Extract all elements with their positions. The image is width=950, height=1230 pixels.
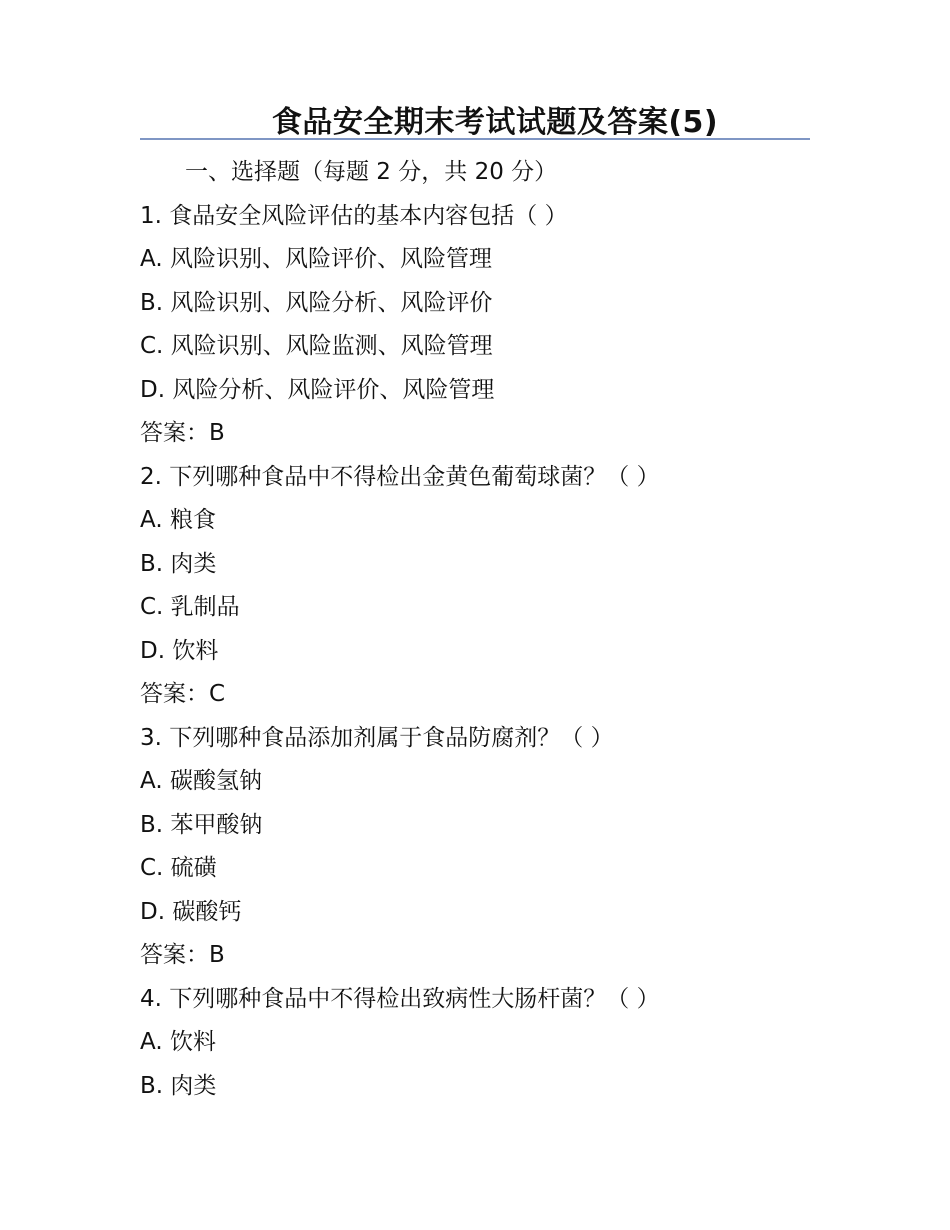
question-option: D. 饮料	[140, 638, 219, 664]
question-option: B. 苯甲酸钠	[140, 812, 263, 838]
question-answer: 答案：B	[140, 942, 225, 968]
question-answer: 答案：B	[140, 420, 225, 446]
question-option: A. 粮食	[140, 507, 216, 533]
question-option: B. 肉类	[140, 551, 217, 577]
question-option: B. 风险识别、风险分析、风险评价	[140, 290, 493, 316]
question-stem: 2. 下列哪种食品中不得检出金黄色葡萄球菌？（ ）	[140, 464, 660, 490]
question-answer: 答案：C	[140, 681, 226, 707]
question-option: A. 饮料	[140, 1029, 216, 1055]
question-stem: 4. 下列哪种食品中不得检出致病性大肠杆菌？（ ）	[140, 986, 660, 1012]
question-option: C. 风险识别、风险监测、风险管理	[140, 333, 493, 359]
question-option: A. 碳酸氢钠	[140, 768, 262, 794]
question-option: A. 风险识别、风险评价、风险管理	[140, 246, 492, 272]
question-option: D. 风险分析、风险评价、风险管理	[140, 377, 495, 403]
question-stem: 3. 下列哪种食品添加剂属于食品防腐剂？（ ）	[140, 725, 614, 751]
question-stem: 1. 食品安全风险评估的基本内容包括（ ）	[140, 203, 568, 229]
question-option: C. 硫磺	[140, 855, 217, 881]
question-option: D. 碳酸钙	[140, 899, 242, 925]
document-title: 食品安全期末考试试题及答案(5)	[140, 100, 810, 140]
section-heading: 一、选择题（每题 2 分，共 20 分）	[185, 159, 558, 185]
question-option: C. 乳制品	[140, 594, 240, 620]
question-option: B. 肉类	[140, 1073, 217, 1099]
